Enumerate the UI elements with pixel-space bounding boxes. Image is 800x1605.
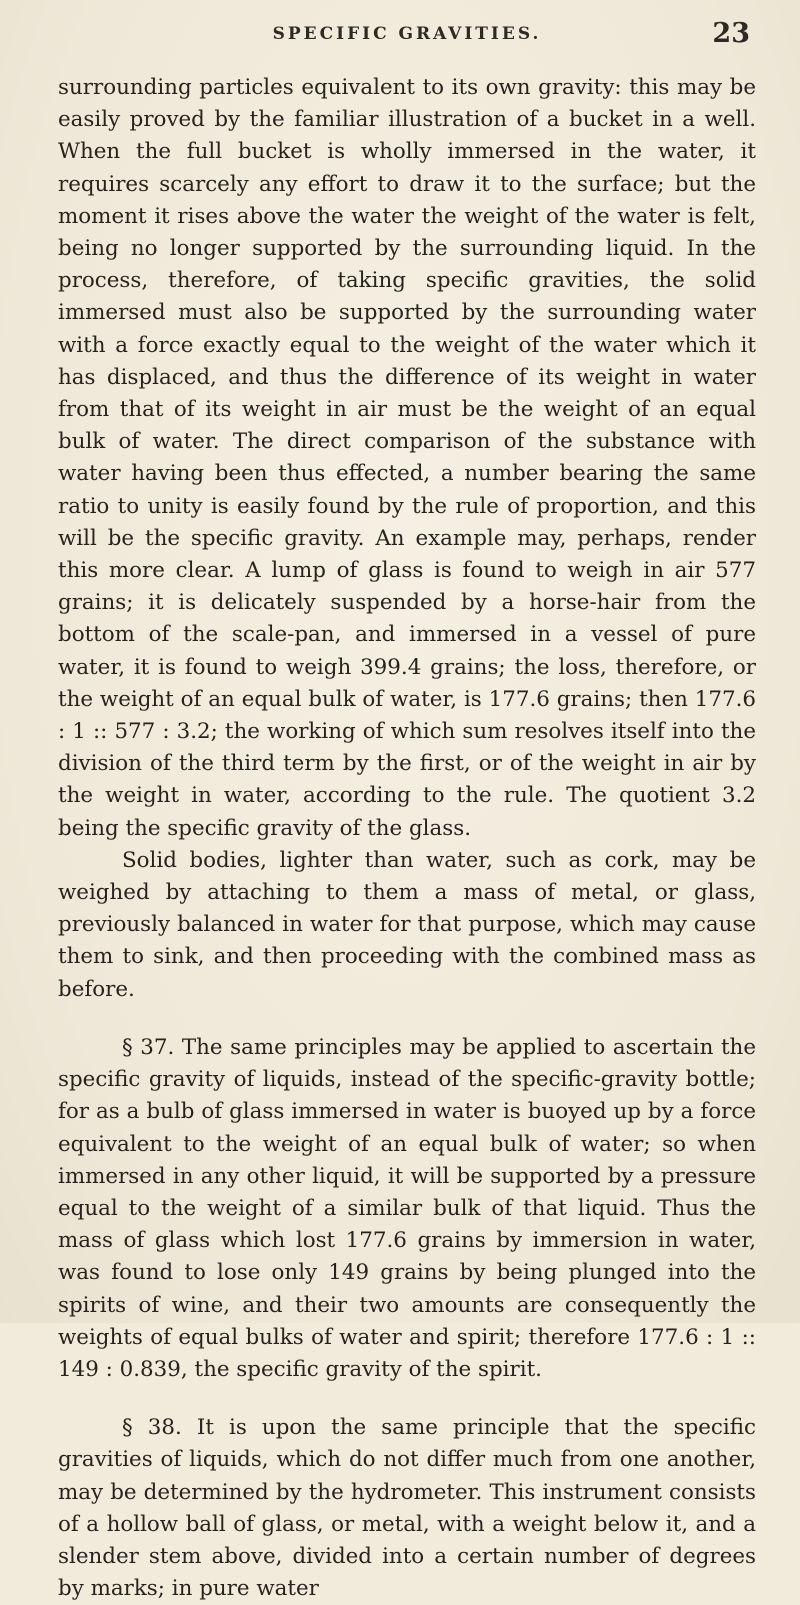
running-title: SPECIFIC GRAVITIES. xyxy=(272,24,542,44)
paragraph-section-37: § 37. The same principles may be applied to ascertain the specific gravity of liquids, instead of the specific-gravity bottle; for as a bulb of glass immersed in water is buoyed up by a force equivalent to the weight of an equal bulk of water; so when immersed in any other liquid, it will be supported by a pressure equal to the weight of a similar bulk of that liquid. Thus the mass of glass which lost 177.6 grains by immersion in water, was found to lose only 149 grains by being plunged into the spirits of wine, and their two amounts are consequently the weights of equal bulks of water and spirit; therefore 177.6 : 1 :: 149 : 0.839, the specific gravity of the spirit. xyxy=(58,1034,756,1382)
paragraph-continuation: surrounding particles equivalent to its own gravity: this may be easily proved by the familiar illustration of a bucket in a well. When the full bucket is wholly immersed in the water, it requires scarcely any effort to draw it to the surface; but the moment it rises above the water the weight of the water is felt, being no longer supported by the surrounding liquid. In the process, therefore, of taking specific gravities, the solid immersed must also be supported by the surrounding water with a force exactly equal to the weight of the water which it has displaced, and thus the difference of its weight in water from that of its weight in air must be the weight of an equal bulk of water. The direct comparison of the substance with water having been thus effected, a number bearing the same ratio to unity is easily found by the rule of proportion, and this will be the specific gravity. An example may, perhaps, render this more clear. A lump of glass is found to weigh in air 577 grains; it is delicately suspended by a horse-hair from the bottom of the scale-pan, and immersed in a vessel of pure water, it is found to weigh 399.4 grains; the loss, therefore, or the weight of an equal bulk of water, is 177.6 grains; then 177.6 : 1 :: 577 : 3.2; the working of which sum resolves itself into the division of the third term by the first, or of the weight in air by the weight in water, according to the rule. The quotient 3.2 being the specific gravity of the glass. xyxy=(58,75,756,841)
paragraph-solid-bodies: Solid bodies, lighter than water, such as cork, may be weighed by attaching to them a mass of metal, or glass, previously balanced in water for that purpose, which may cause them to sink, and then proceeding with the combined mass as before. xyxy=(58,847,756,1002)
page-number: 23 xyxy=(712,18,750,49)
running-head xyxy=(58,18,756,56)
paragraph-section-38: § 38. It is upon the same principle that the specific gravities of liquids, which do not differ much from one another, may be determined by the hydrometer. This instrument consists of a hollow ball of glass, or metal, with a weight below it, and a slender stem above, divided into a certain number of degrees by marks; in pure water xyxy=(58,1415,756,1602)
body-text xyxy=(58,72,756,1605)
